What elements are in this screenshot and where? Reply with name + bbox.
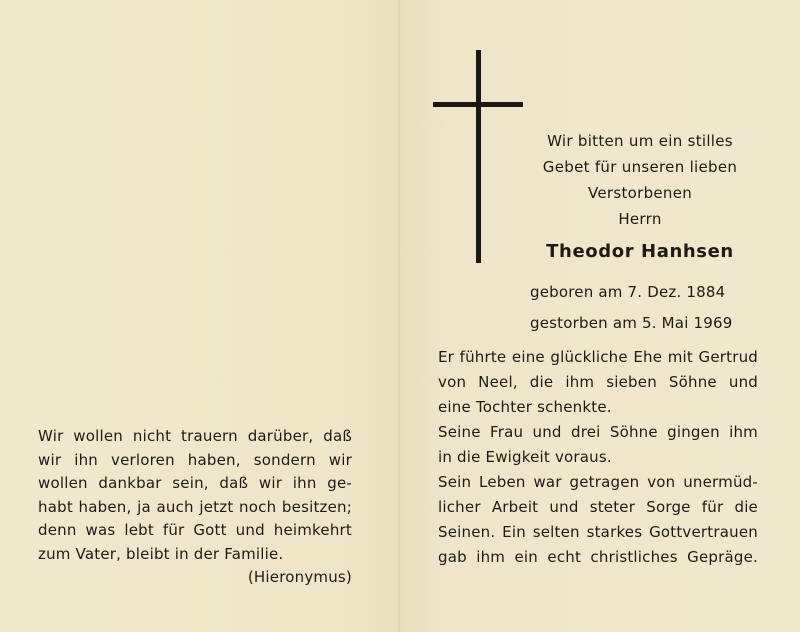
prayer-line-2: Gebet für unseren lieben: [542, 158, 738, 176]
bio-line: in die Ewigkeit voraus.: [438, 448, 612, 466]
bio-line: eine Tochter schenkte.: [438, 398, 612, 416]
bio-line: gab ihm ein echt christliches Gepräge.: [438, 548, 758, 566]
quote-line: habt haben, ja auch jetzt noch besitzen;: [38, 497, 352, 516]
card-fold: [398, 0, 400, 632]
quote-line: Wir wollen nicht trauern darüber, daß: [38, 427, 352, 445]
prayer-line-4: Herrn: [618, 210, 662, 228]
biography: [438, 345, 758, 570]
bio-line: Sein Leben war getragen von unermüd-: [438, 473, 758, 491]
memorial-quote: [38, 425, 352, 590]
bio-line: Er führte eine glückliche Ehe mit Gertrud: [438, 348, 758, 366]
quote-line: wollen dankbar sein, daß wir ihn ge-: [38, 474, 352, 492]
birth-date: geboren am 7. Dez. 1884: [530, 283, 726, 301]
death-date: gestorben am 5. Mai 1969: [530, 314, 733, 332]
cross-horizontal-bar: [433, 102, 523, 107]
quote-line: denn was lebt für Gott und heimkehrt: [38, 521, 352, 539]
life-dates: [530, 277, 760, 339]
bio-line: Seinen. Ein selten starkes Gottvertrauen: [438, 523, 758, 541]
prayer-line-1: Wir bitten um ein stilles: [547, 132, 733, 150]
quote-line: zum Vater, bleibt in der Familie.: [38, 544, 284, 563]
quote-attribution: (Hieronymus): [247, 568, 352, 586]
bio-line: licher Arbeit und steter Sorge für die: [438, 498, 758, 516]
cross-vertical-bar: [476, 50, 481, 263]
deceased-name: Theodor Hanhsen: [546, 241, 734, 262]
bio-line: von Neel, die ihm sieben Söhne und: [438, 373, 758, 391]
bio-line: Seine Frau und drei Söhne gingen ihm: [438, 423, 758, 441]
prayer-line-3: Verstorbenen: [587, 184, 693, 202]
quote-line: wir ihn verloren haben, sondern wir: [38, 450, 352, 469]
prayer-request: [520, 128, 760, 268]
